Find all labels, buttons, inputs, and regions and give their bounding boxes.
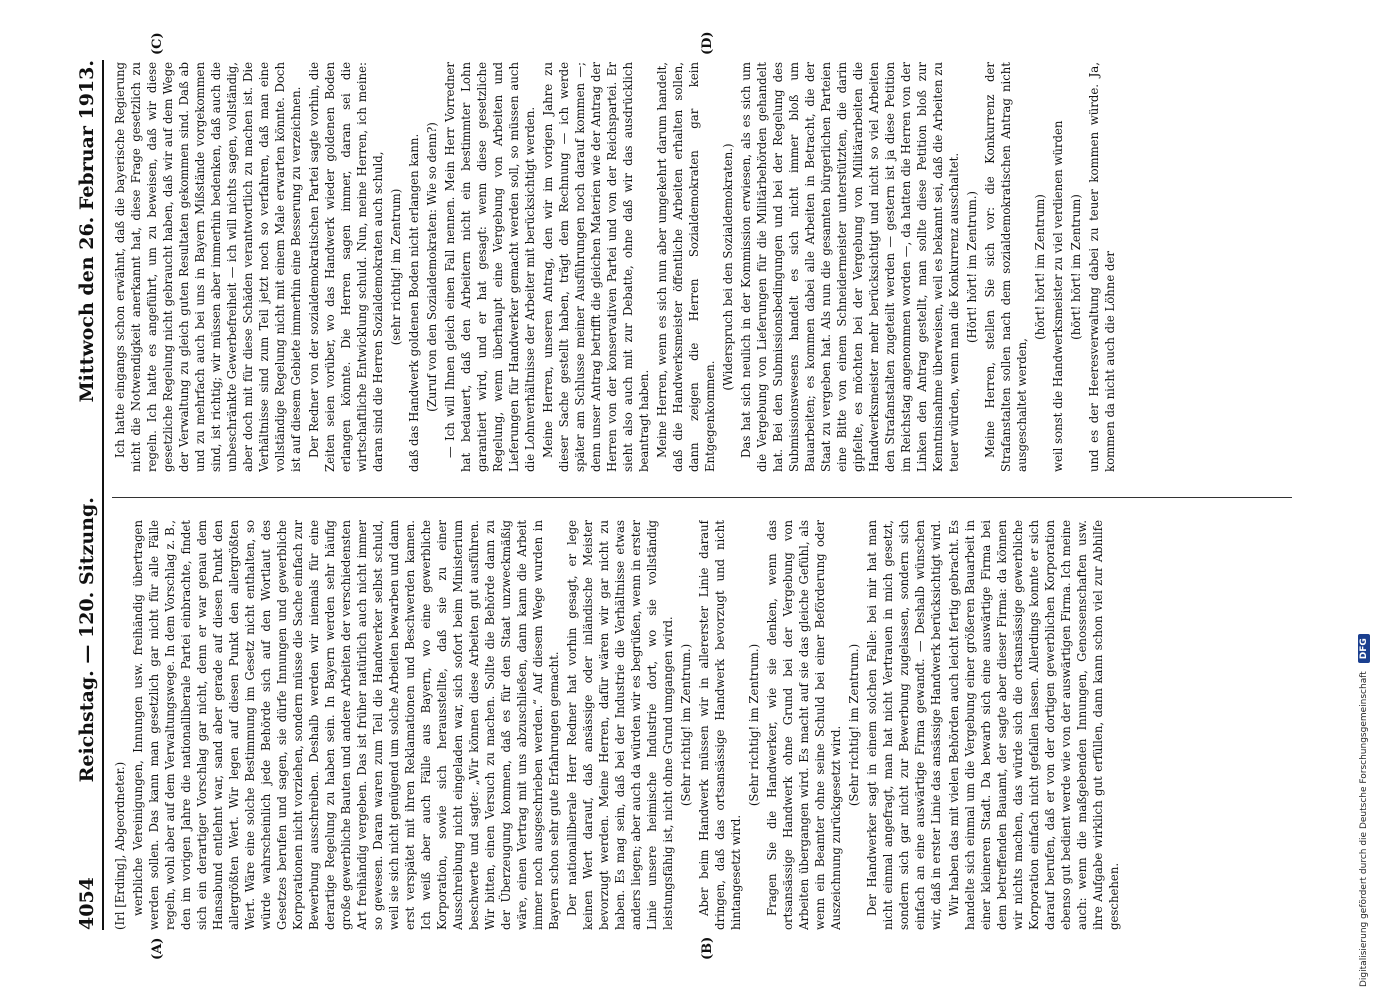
page-number: 4054 xyxy=(76,877,98,930)
paragraph: (Sehr richtig! im Zentrum.) xyxy=(847,643,861,807)
paragraph: Aber beim Handwerk müssen wir in allererster Linie darauf dringen, daß das ortsansässige Handwerk bevorzugt und nicht hintangesetzt wird. xyxy=(697,520,743,930)
paragraph: Ich hatte eingangs schon erwähnt, daß die bayerische Regierung nicht die Notwendigkeit anerkannt hat, diese Frage gesetzlich zu regeln. Ich hatte es angeführt, um zu beweisen, daß wir diese gesetzliche Regelung nicht gebraucht haben, daß wir auf dem Wege der Verwaltung zu gleich guten Resultaten gekommen sind. Daß ab und zu mehrfach auch bei uns in Bayern Mißstände vorgekommen sind, ist richtig; wir müssen aber immerhin bedenken, daß auch die unbeschränkte Gewerbefreiheit — ich will nichts sagen, vollständig, aber doch mit für diese Schäden verantwortlich zu machen ist. Die Verhältnisse sind zum Teil jetzt noch so verfahren, daß man eine vollständige Regelung nicht mit einem Male erwarten könnte. Doch ist auf diesem Gebiete immerhin eine Besserung zu verzeichnen. xyxy=(113,62,303,472)
marker-a: (A) xyxy=(150,937,165,960)
paragraph: Meine Herren, stellen Sie sich vor: die Konkurrenz der Strafanstalten sollen nach dem sozialdemokratischen Antrag nicht ausgeschaltet werden, xyxy=(983,62,1029,472)
digitization-note xyxy=(1355,12,1373,987)
paragraph: (hört! hört! im Zentrum) xyxy=(1033,194,1047,340)
paragraph: weil sonst die Handwerksmeister zu viel verdienen würden xyxy=(1051,120,1065,472)
paragraph: daß das Handwerk goldenen Boden nicht erlangen kann. xyxy=(407,133,421,472)
paragraph: (hört! hört! im Zentrum) xyxy=(1069,194,1083,340)
digitization-text: Digitalisierung gefördert durch die Deutsche Forschungsgemeinschaft xyxy=(1359,671,1369,987)
marker-d: (D) xyxy=(700,31,715,55)
paragraph: (Sehr richtig! im Zentrum.) xyxy=(679,643,693,807)
column-divider xyxy=(112,497,1292,498)
paragraph: (Hört! hört! im Zentrum.) xyxy=(965,191,979,344)
paragraph: (Irl [Erding], Abgeordneter.) xyxy=(113,761,127,930)
paragraph: (Sehr richtig! im Zentrum.) xyxy=(747,643,761,807)
paragraph: und es der Heeresverwaltung dabei zu teuer kommen würde. Ja, kommen da nicht auch die Löhne der xyxy=(1087,62,1117,472)
paragraph: Der Redner von der sozialdemokratischen Partei sagte vorhin, die Zeiten seien vorüber, wo das Handwerk wieder goldenen Boden erlangen könnte. Die Herren sagen immer, daran sei die wirtschaftliche Entwicklung schuld. Nun, meine Herren, ich meine: daran sind die Herren Sozialdemokraten auch schuld, xyxy=(307,62,385,472)
session-title: Reichstag. — 120. Sitzung. xyxy=(76,497,98,783)
paragraph: Wir haben das mit vielen Behörden auch leicht fertig gebracht. Es handelte sich einmal um die Vergebung einer größeren Bauarbeit in einer kleineren Stadt. Da bewarb sich eine auswärtige Firma bei dem betreffenden Bauamt, der sagte aber dieser Firma: da können wir nichts machen, das würde sich die ortsansässige gewerbliche Korporation einfach nicht gefallen lassen. Allerdings konnte er sich darauf berufen, daß er von der dortigen gewerblichen Korporation ebenso gut bedient werde wie von der auswärtigen Firma. Ich meine auch: wenn die maßgebenden Innungen, Genossenschaften usw. ihre Aufgabe wirklich gut erfüllen, dann kann schon viel zur Abhilfe geschehen. xyxy=(947,520,1121,930)
paragraph: — Ich will Ihnen gleich einen Fall nennen. Mein Herr Vorredner hat bedauert, daß den Arbeitern nicht ein bestimmter Lohn garantiert wird, und er hat gesagt: wenn diese gesetzliche Regelung, wenn überhaupt eine Vergebung von Arbeiten und Lieferungen für Handwerker gemacht werden soll, so müssen auch die Lohnverhältnisse der Arbeiter mit berücksichtigt werden. xyxy=(443,62,537,472)
marker-c: (C) xyxy=(150,32,165,55)
paragraph: Meine Herren, unseren Antrag, den wir im vorigen Jahre zu dieser Sache gestellt haben, trägt dem Rechnung — ich werde später am Schlusse meiner Ausführungen noch darauf kommen —; denn unser Antrag betrifft die gleichen Materien wie der Antrag der Herren von der konservativen Partei und von der Reichspartei. Er sieht also auch mit zur Debatte, ohne daß wir das ausdrücklich beantragt haben. xyxy=(541,62,651,472)
marker-b: (B) xyxy=(700,936,715,960)
paragraph: Das hat sich neulich in der Kommission erwiesen, als es sich um die Vergebung von Lieferungen für die Militärbehörden gehandelt hat. Bei den Submissionsbedingungen und bei der Regelung des Submissionswesens handelt es sich nicht immer bloß um Bauarbeiten; es kommen dabei alle Arbeiten in Betracht, die der Staat zu vergeben hat. Als nun die gesamten bürgerlichen Parteien eine Bitte von einem Schneidermeister unterstützten, die darin gipfelte, es möchten bei der Vergebung von Militärarbeiten die Handwerksmeister mehr berücksichtigt und nicht so viel Arbeiten den Strafanstalten zugeteilt werden — gestern ist ja diese Petition im Reichstag angenommen worden —, da hatten die Herren von der Linken den Antrag gestellt, man sollte diese Petition bloß zur Kenntnisnahme überweisen, weil es bekannt sei, daß die Arbeiten zu teuer würden, wenn man die Konkurrenz ausschaltet. xyxy=(739,62,961,472)
session-date: Mittwoch den 26. Februar 1913. xyxy=(76,60,98,403)
left-column xyxy=(112,520,1292,930)
paragraph: (Zuruf von den Sozialdemokraten: Wie so denn?) xyxy=(425,122,439,412)
paragraph: (Widerspruch bei den Sozialdemokraten.) xyxy=(721,143,735,391)
paragraph: (sehr richtig! im Zentrum) xyxy=(389,188,403,346)
right-column xyxy=(112,62,1292,472)
paragraph: Der nationalliberale Herr Redner hat vorhin gesagt, er lege keinen Wert darauf, daß ansässige oder inländische Meister bevorzugt werden. Meine Herren, dafür wären wir gar nicht zu haben. Es mag sein, daß bei der Industrie die Verhältnisse etwas anders liegen; aber auch da würden wir es begrüßen, wenn in erster Linie unsere heimische Industrie dort, wo sie vollständig leistungsfähig ist, nicht ohne Grund umgangen wird. xyxy=(565,520,675,930)
page-header xyxy=(58,60,104,930)
paragraph: Meine Herren, wenn es sich nun aber umgekehrt darum handelt, daß die Handwerksmeister öffentliche Arbeiten erhalten sollen, dann zeigen die Herren Sozialdemokraten gar kein Entgegenkommen. xyxy=(655,62,717,472)
dfg-logo: DFG xyxy=(1358,634,1370,663)
paragraph: Der Handwerker sagt in einem solchen Falle: bei mir hat man nicht einmal angefragt, man hat nicht Vertrauen in mich gesetzt, sondern sich gar nicht zur Bewerbung zugelassen, sondern sich einfach an eine auswärtige Firma gewandt. — Deshalb wünschen wir, daß in erster Linie das ansässige Handwerk berücksichtigt wird. xyxy=(865,520,943,930)
paragraph: Fragen Sie die Handwerker, wie sie denken, wenn das ortsansässige Handwerk ohne Grund bei der Vergebung von Arbeiten übergangen wird. Es macht auf sie das gleiche Gefühl, als wenn ein Beamter ohne seine Schuld bei einer Beförderung oder Auszeichnung zurückgesetzt wird. xyxy=(765,520,843,930)
paragraph: werbliche Vereinigungen, Innungen usw. freihändig übertragen werden sollen. Das kann man gesetzlich gar nicht für alle Fälle regeln, wohl aber auf dem Verwaltungswege. In dem Vorschlag z. B., den im vorigen Jahre die nationalliberale Partei einbrachte, findet sich ein derartiger Vorschlag gar nicht, denn er war genau dem Hansabund entlehnt war, sand aber gerade auf diesen Punkt den allergrößten Wert. Wir legen auf diesen Punkt den allergrößten Wert. Wäre eine solche Bestimmung im Gesetz nicht enthalten, so würde wahrscheinlich jede Behörde sich auf den Wortlaut des Gesetzes berufen und sagen, sie dürfe Innungen und gewerbliche Korporationen nicht vorziehen, sondern müsse die Sache einfach zur Bewerbung ausschreiben. Deshalb werden wir niemals für eine derartige Regelung zu haben sein. In Bayern werden sehr häufig große gewerbliche Bauten und andere Arbeiten der verschiedensten Art freihändig vergeben. Das ist früher natürlich auch nicht immer so gewesen. Daran waren zum Teil die Handwerker selbst schuld, weil sie sich nicht genügend um solche Arbeiten bewarben und dann erst verspätet mit ihren Reklamationen und Beschwerden kamen. Ich weiß aber auch Fälle aus Bayern, wo eine gewerbliche Korporation, sowie sich herausstellte, daß sie zu einer Ausschreibung nicht eingeladen war, sich sofort beim Ministerium beschwerte und sagte: „Wir können diese Arbeiten gut ausführen. Wir bitten, einen Versuch zu machen. Sollte die Behörde dann zu der Überzeugung kommen, daß es für den Staat unzweckmäßig wäre, einen Vertrag mit uns abzuschließen, dann kann die Arbeit immer noch ausgeschrieben werden.“ Auf diesem Wege wurden in Bayern schon sehr gute Erfahrungen gemacht. xyxy=(131,520,561,930)
